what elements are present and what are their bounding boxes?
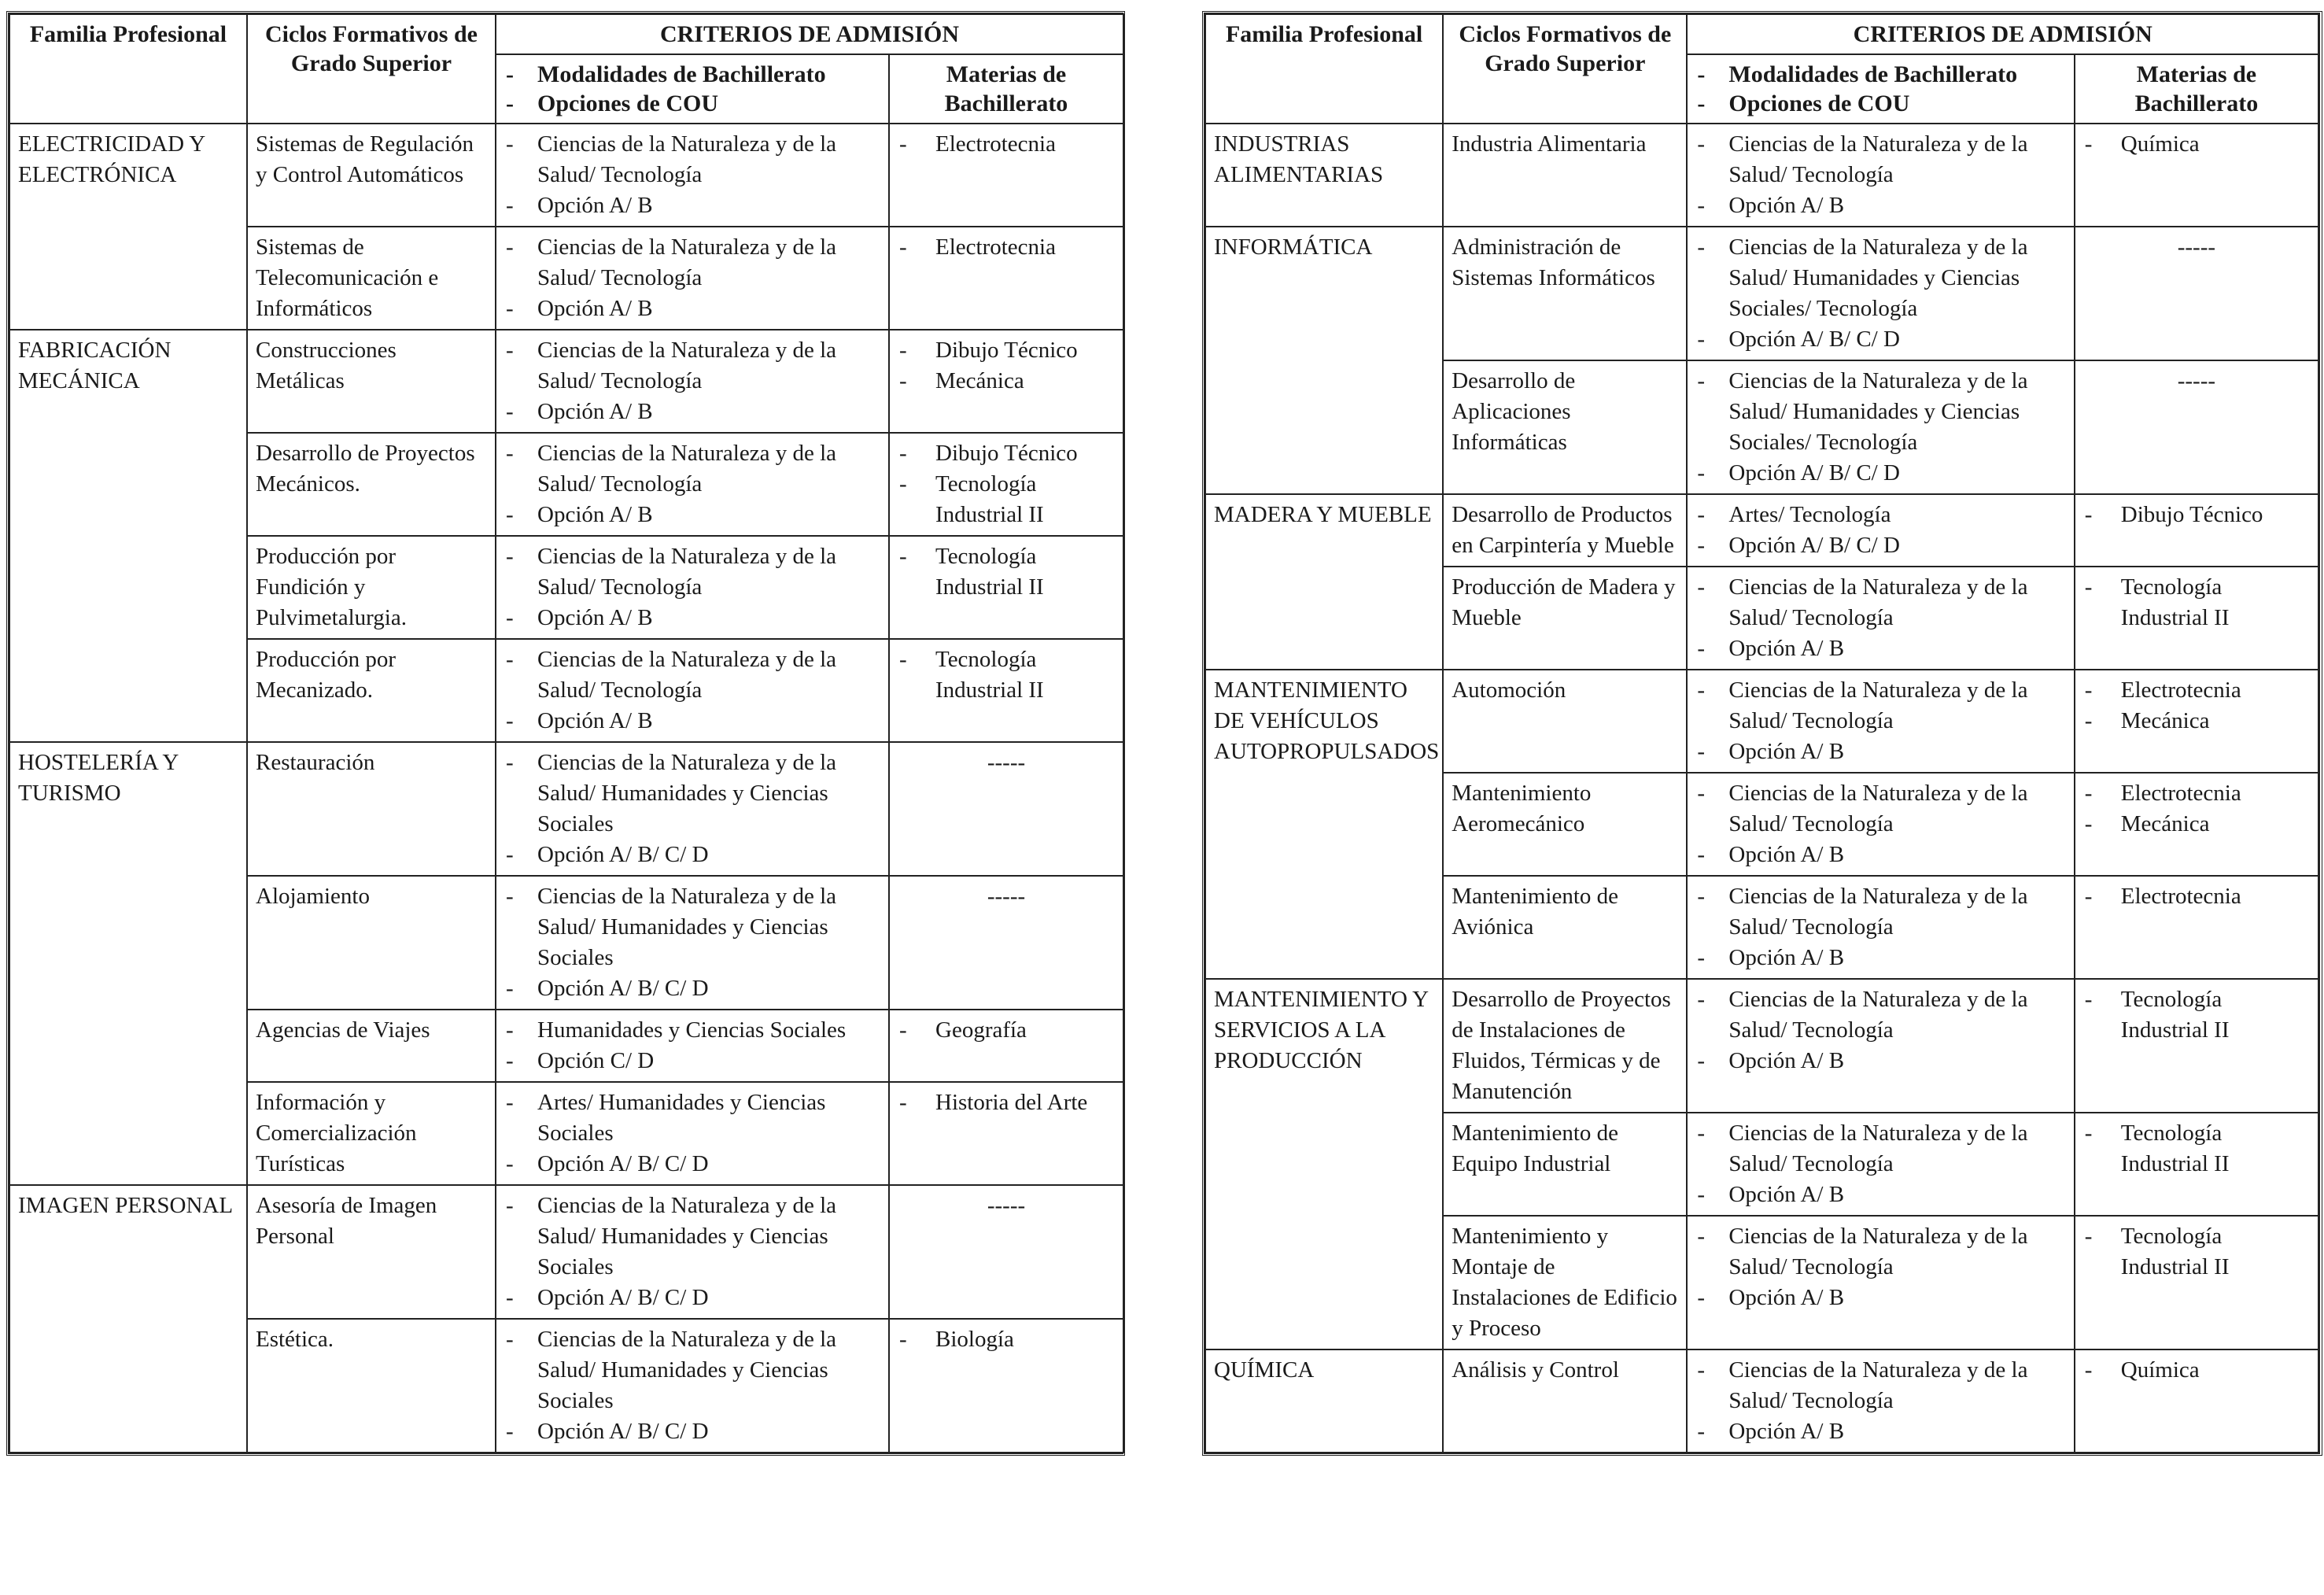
modalidades-cell bbox=[1687, 494, 2074, 567]
modalidad-item: - Opción A/ B bbox=[1695, 1283, 2065, 1313]
modalidad-item: - Opción A/ B bbox=[1695, 1046, 2065, 1076]
modalidades-cell bbox=[1687, 1216, 2074, 1349]
modalidades-cell bbox=[496, 1319, 889, 1453]
modalidades-cell bbox=[496, 124, 889, 227]
materia-item: - Mecánica bbox=[2083, 809, 2310, 840]
materias-cell bbox=[889, 639, 1123, 742]
materias-list bbox=[898, 335, 1115, 397]
materias-list bbox=[2083, 1221, 2310, 1283]
family-name: INFORMÁTICA bbox=[1205, 227, 1443, 494]
header-familia: Familia Profesional bbox=[9, 14, 247, 124]
header-materias: Materias de Bachillerato bbox=[889, 54, 1123, 124]
modalidades-header-item: - Modalidades de Bachillerato bbox=[1695, 60, 2065, 89]
family-name: INDUSTRIAS ALIMENTARIAS bbox=[1205, 124, 1443, 227]
cycle-name: Mantenimiento Aeromecánico bbox=[1443, 773, 1687, 876]
modalidades-cell bbox=[1687, 1349, 2074, 1453]
materias-cell bbox=[889, 1185, 1123, 1319]
modalidades-cell bbox=[496, 1010, 889, 1082]
cycle-name: Producción de Madera y Mueble bbox=[1443, 567, 1687, 670]
no-subject-dashes: ----- bbox=[2177, 368, 2216, 393]
materias-cell bbox=[889, 1082, 1123, 1185]
modalidades-cell bbox=[496, 536, 889, 639]
modalidades-list bbox=[1695, 1355, 2065, 1447]
materias-cell bbox=[2075, 124, 2318, 227]
modalidades-list bbox=[504, 881, 880, 1004]
modalidades-list bbox=[504, 541, 880, 633]
materia-item: - Mecánica bbox=[898, 366, 1115, 397]
modalidad-item: - Opción A/ B bbox=[1695, 190, 2065, 221]
materia-item: - Electrotecnia bbox=[2083, 778, 2310, 809]
materias-list bbox=[898, 129, 1115, 160]
modalidad-item: - Ciencias de la Naturaleza y de la Salud/ Tecnología bbox=[1695, 881, 2065, 943]
materias-cell bbox=[889, 330, 1123, 433]
modalidades-list bbox=[1695, 500, 2065, 561]
modalidad-item: - Opción A/ B bbox=[1695, 737, 2065, 767]
materia-item: - Dibujo Técnico bbox=[898, 438, 1115, 469]
materia-item: - Electrotecnia bbox=[898, 129, 1115, 160]
modalidad-item: - Artes/ Humanidades y Ciencias Sociales bbox=[504, 1087, 880, 1149]
modalidades-list bbox=[1695, 129, 2065, 221]
materias-list bbox=[898, 541, 1115, 603]
cycle-name: Análisis y Control bbox=[1443, 1349, 1687, 1453]
modalidad-item: - Opción A/ B/ C/ D bbox=[1695, 458, 2065, 489]
modalidades-list bbox=[504, 438, 880, 530]
family-name: QUÍMICA bbox=[1205, 1349, 1443, 1453]
modalidad-item: - Ciencias de la Naturaleza y de la Salud/ Tecnología bbox=[1695, 778, 2065, 840]
materia-item: - Electrotecnia bbox=[2083, 881, 2310, 912]
materia-item: - Mecánica bbox=[2083, 706, 2310, 737]
cycle-name: Mantenimiento de Aviónica bbox=[1443, 876, 1687, 979]
modalidades-cell bbox=[496, 1082, 889, 1185]
materias-cell bbox=[889, 433, 1123, 536]
materias-list bbox=[2083, 500, 2310, 530]
family-name: ELECTRICIDAD Y ELECTRÓNICA bbox=[9, 124, 247, 330]
cycle-name: Alojamiento bbox=[247, 876, 496, 1010]
materia-item: - Dibujo Técnico bbox=[898, 335, 1115, 366]
header-modalidades bbox=[1687, 54, 2074, 124]
materias-cell bbox=[889, 1010, 1123, 1082]
cycle-name: Estética. bbox=[247, 1319, 496, 1453]
family-name: MADERA Y MUEBLE bbox=[1205, 494, 1443, 670]
cycle-name: Desarrollo de Aplicaciones Informáticas bbox=[1443, 360, 1687, 494]
modalidades-list bbox=[1695, 1221, 2065, 1313]
modalidad-item: - Ciencias de la Naturaleza y de la Salud/ Humanidades y Ciencias Sociales/ Tecnología bbox=[1695, 366, 2065, 458]
table-row bbox=[1205, 227, 2318, 360]
modalidad-item: - Opción A/ B bbox=[1695, 840, 2065, 870]
modalidad-item: - Opción A/ B bbox=[1695, 633, 2065, 664]
modalidad-item: - Opción A/ B/ C/ D bbox=[1695, 530, 2065, 561]
modalidad-item: - Opción A/ B bbox=[1695, 1180, 2065, 1210]
header-row bbox=[9, 14, 1123, 54]
family-name: HOSTELERÍA Y TURISMO bbox=[9, 742, 247, 1185]
modalidades-list bbox=[504, 748, 880, 870]
materia-item: - Electrotecnia bbox=[898, 232, 1115, 263]
modalidad-item: - Ciencias de la Naturaleza y de la Salud/ Tecnología bbox=[1695, 984, 2065, 1046]
materia-item: - Tecnología Industrial II bbox=[2083, 984, 2310, 1046]
modalidades-list bbox=[1695, 778, 2065, 870]
materia-item: - Química bbox=[2083, 129, 2310, 160]
modalidad-item: - Ciencias de la Naturaleza y de la Salud/ Tecnología bbox=[1695, 1221, 2065, 1283]
family-name: IMAGEN PERSONAL bbox=[9, 1185, 247, 1453]
modalidad-item: - Ciencias de la Naturaleza y de la Salud/ Tecnología bbox=[1695, 675, 2065, 737]
cycle-name: Desarrollo de Productos en Carpintería y Mueble bbox=[1443, 494, 1687, 567]
materias-list bbox=[2083, 778, 2310, 840]
table-row bbox=[9, 330, 1123, 433]
cycle-name: Sistemas de Telecomunicación e Informáticos bbox=[247, 227, 496, 330]
table-row bbox=[9, 742, 1123, 876]
materia-item: - Tecnología Industrial II bbox=[2083, 572, 2310, 633]
materia-item: - Tecnología Industrial II bbox=[898, 469, 1115, 530]
modalidades-list bbox=[1695, 232, 2065, 355]
criteria-table bbox=[1204, 13, 2319, 1453]
modalidad-item: - Opción A/ B bbox=[1695, 1416, 2065, 1447]
modalidad-item: - Ciencias de la Naturaleza y de la Salud/ Tecnología bbox=[1695, 129, 2065, 190]
materia-item: - Química bbox=[2083, 1355, 2310, 1386]
cycle-name: Producción por Mecanizado. bbox=[247, 639, 496, 742]
modalidades-list bbox=[504, 644, 880, 737]
materia-item: - Biología bbox=[898, 1324, 1115, 1355]
header-criterios: CRITERIOS DE ADMISIÓN bbox=[496, 14, 1123, 54]
cycle-name: Información y Comercialización Turísticas bbox=[247, 1082, 496, 1185]
modalidades-cell bbox=[496, 639, 889, 742]
modalidades-list bbox=[504, 1191, 880, 1313]
modalidad-item: - Ciencias de la Naturaleza y de la Salud/ Tecnología bbox=[1695, 1355, 2065, 1416]
materias-cell bbox=[889, 227, 1123, 330]
cycle-name: Industria Alimentaria bbox=[1443, 124, 1687, 227]
materia-item: - Tecnología Industrial II bbox=[898, 644, 1115, 706]
materias-list bbox=[898, 438, 1115, 530]
modalidades-list bbox=[504, 335, 880, 427]
materias-list bbox=[2083, 129, 2310, 160]
table-row bbox=[1205, 670, 2318, 773]
materias-list bbox=[2083, 881, 2310, 912]
modalidades-header-list bbox=[1695, 60, 2065, 118]
cycle-name: Desarrollo de Proyectos de Instalaciones de Fluidos, Térmicas y de Manutención bbox=[1443, 979, 1687, 1113]
modalidad-item: - Ciencias de la Naturaleza y de la Salud/ Tecnología bbox=[1695, 572, 2065, 633]
modalidades-cell bbox=[496, 227, 889, 330]
materia-item: - Geografía bbox=[898, 1015, 1115, 1046]
modalidades-list bbox=[504, 1087, 880, 1180]
modalidad-item: - Opción A/ B/ C/ D bbox=[504, 973, 880, 1004]
family-name: MANTENIMIENTO Y SERVICIOS A LA PRODUCCIÓN bbox=[1205, 979, 1443, 1349]
cycle-name: Restauración bbox=[247, 742, 496, 876]
table-row bbox=[9, 124, 1123, 227]
modalidades-cell bbox=[1687, 876, 2074, 979]
table-row bbox=[1205, 124, 2318, 227]
materias-list bbox=[2083, 675, 2310, 737]
materias-list bbox=[2083, 1355, 2310, 1386]
cycle-name: Automoción bbox=[1443, 670, 1687, 773]
modalidad-item: - Humanidades y Ciencias Sociales bbox=[504, 1015, 880, 1046]
materias-cell bbox=[2075, 360, 2318, 494]
modalidades-header-item: - Opciones de COU bbox=[1695, 89, 2065, 118]
header-modalidades bbox=[496, 54, 889, 124]
modalidades-cell bbox=[496, 876, 889, 1010]
materias-cell bbox=[2075, 670, 2318, 773]
modalidades-cell bbox=[1687, 567, 2074, 670]
materias-cell bbox=[889, 742, 1123, 876]
materias-cell bbox=[889, 124, 1123, 227]
no-subject-dashes: ----- bbox=[987, 884, 1026, 909]
no-subject-dashes: ----- bbox=[2177, 234, 2216, 260]
modalidad-item: - Opción A/ B bbox=[504, 294, 880, 324]
materias-list bbox=[2083, 572, 2310, 633]
materia-item: - Tecnología Industrial II bbox=[898, 541, 1115, 603]
materias-cell bbox=[2075, 979, 2318, 1113]
table-row bbox=[1205, 979, 2318, 1113]
modalidades-cell bbox=[496, 742, 889, 876]
table-row bbox=[9, 1185, 1123, 1319]
modalidad-item: - Opción A/ B/ C/ D bbox=[1695, 324, 2065, 355]
materias-cell bbox=[889, 876, 1123, 1010]
modalidades-cell bbox=[1687, 227, 2074, 360]
no-subject-dashes: ----- bbox=[987, 1193, 1026, 1218]
modalidad-item: - Opción A/ B bbox=[504, 603, 880, 633]
modalidad-item: - Ciencias de la Naturaleza y de la Salud/ Tecnología bbox=[504, 438, 880, 500]
modalidades-list bbox=[1695, 675, 2065, 767]
family-name: MANTENIMIENTO DE VEHÍCULOS AUTOPROPULSADOS bbox=[1205, 670, 1443, 979]
materias-cell bbox=[2075, 1349, 2318, 1453]
table-row bbox=[1205, 494, 2318, 567]
cycle-name: Desarrollo de Proyectos Mecánicos. bbox=[247, 433, 496, 536]
modalidades-list bbox=[1695, 984, 2065, 1076]
header-materias: Materias de Bachillerato bbox=[2075, 54, 2318, 124]
modalidad-item: - Opción A/ B/ C/ D bbox=[504, 1283, 880, 1313]
modalidad-item: - Ciencias de la Naturaleza y de la Salud/ Humanidades y Ciencias Sociales bbox=[504, 748, 880, 840]
header-ciclos: Ciclos Formativos de Grado Superior bbox=[1443, 14, 1687, 124]
family-name: FABRICACIÓN MECÁNICA bbox=[9, 330, 247, 742]
modalidades-list bbox=[504, 1015, 880, 1076]
materia-item: - Historia del Arte bbox=[898, 1087, 1115, 1118]
materia-item: - Tecnología Industrial II bbox=[2083, 1221, 2310, 1283]
header-familia: Familia Profesional bbox=[1205, 14, 1443, 124]
cycle-name: Administración de Sistemas Informáticos bbox=[1443, 227, 1687, 360]
modalidades-cell bbox=[496, 1185, 889, 1319]
materia-item: - Tecnología Industrial II bbox=[2083, 1118, 2310, 1180]
modalidad-item: - Ciencias de la Naturaleza y de la Salud/ Tecnología bbox=[504, 129, 880, 190]
materias-cell bbox=[2075, 876, 2318, 979]
materias-cell bbox=[2075, 494, 2318, 567]
modalidades-cell bbox=[1687, 1113, 2074, 1216]
modalidades-list bbox=[504, 1324, 880, 1447]
modalidades-list bbox=[1695, 366, 2065, 489]
materias-list bbox=[898, 1087, 1115, 1118]
modalidad-item: - Ciencias de la Naturaleza y de la Salud/ Tecnología bbox=[504, 232, 880, 294]
materia-item: - Dibujo Técnico bbox=[2083, 500, 2310, 530]
modalidad-item: - Ciencias de la Naturaleza y de la Salud/ Humanidades y Ciencias Sociales bbox=[504, 1324, 880, 1416]
modalidades-list bbox=[1695, 881, 2065, 973]
modalidades-header-list bbox=[504, 60, 880, 118]
modalidades-list bbox=[1695, 1118, 2065, 1210]
right-admission-table bbox=[1202, 11, 2322, 1456]
modalidad-item: - Opción A/ B/ C/ D bbox=[504, 1416, 880, 1447]
materias-cell bbox=[2075, 1113, 2318, 1216]
header-ciclos: Ciclos Formativos de Grado Superior bbox=[247, 14, 496, 124]
modalidades-list bbox=[504, 129, 880, 221]
left-admission-table bbox=[6, 11, 1125, 1456]
modalidades-cell bbox=[1687, 979, 2074, 1113]
header-row bbox=[1205, 14, 2318, 54]
modalidades-list bbox=[504, 232, 880, 324]
cycle-name: Mantenimiento y Montaje de Instalaciones de Edificio y Proceso bbox=[1443, 1216, 1687, 1349]
materias-cell bbox=[2075, 227, 2318, 360]
modalidad-item: - Ciencias de la Naturaleza y de la Salud/ Humanidades y Ciencias Sociales bbox=[504, 881, 880, 973]
modalidades-cell bbox=[1687, 773, 2074, 876]
modalidad-item: - Opción A/ B bbox=[1695, 943, 2065, 973]
cycle-name: Agencias de Viajes bbox=[247, 1010, 496, 1082]
criteria-table bbox=[9, 13, 1124, 1453]
materias-list bbox=[898, 232, 1115, 263]
modalidades-list bbox=[1695, 572, 2065, 664]
header-criterios: CRITERIOS DE ADMISIÓN bbox=[1687, 14, 2318, 54]
modalidad-item: - Opción A/ B bbox=[504, 397, 880, 427]
modalidad-item: - Ciencias de la Naturaleza y de la Salud/ Tecnología bbox=[504, 335, 880, 397]
modalidades-cell bbox=[496, 433, 889, 536]
table-row bbox=[1205, 1349, 2318, 1453]
cycle-name: Asesoría de Imagen Personal bbox=[247, 1185, 496, 1319]
materias-list bbox=[898, 1324, 1115, 1355]
modalidad-item: - Ciencias de la Naturaleza y de la Salud/ Tecnología bbox=[504, 644, 880, 706]
materia-item: - Electrotecnia bbox=[2083, 675, 2310, 706]
modalidad-item: - Ciencias de la Naturaleza y de la Salud/ Tecnología bbox=[1695, 1118, 2065, 1180]
modalidades-cell bbox=[1687, 360, 2074, 494]
modalidad-item: - Opción C/ D bbox=[504, 1046, 880, 1076]
materias-cell bbox=[889, 536, 1123, 639]
modalidad-item: - Opción A/ B bbox=[504, 190, 880, 221]
cycle-name: Construcciones Metálicas bbox=[247, 330, 496, 433]
materias-cell bbox=[2075, 567, 2318, 670]
modalidad-item: - Opción A/ B bbox=[504, 706, 880, 737]
materias-cell bbox=[889, 1319, 1123, 1453]
modalidades-header-item: - Opciones de COU bbox=[504, 89, 880, 118]
modalidad-item: - Ciencias de la Naturaleza y de la Salud/ Tecnología bbox=[504, 541, 880, 603]
materias-list bbox=[898, 1015, 1115, 1046]
modalidad-item: - Opción A/ B bbox=[504, 500, 880, 530]
modalidad-item: - Artes/ Tecnología bbox=[1695, 500, 2065, 530]
materias-list bbox=[898, 644, 1115, 706]
modalidades-cell bbox=[496, 330, 889, 433]
materias-cell bbox=[2075, 773, 2318, 876]
cycle-name: Producción por Fundición y Pulvimetalurgia. bbox=[247, 536, 496, 639]
materias-list bbox=[2083, 1118, 2310, 1180]
materias-cell bbox=[2075, 1216, 2318, 1349]
modalidades-cell bbox=[1687, 124, 2074, 227]
modalidad-item: - Ciencias de la Naturaleza y de la Salud/ Humanidades y Ciencias Sociales/ Tecnología bbox=[1695, 232, 2065, 324]
modalidad-item: - Opción A/ B/ C/ D bbox=[504, 1149, 880, 1180]
modalidades-header-item: - Modalidades de Bachillerato bbox=[504, 60, 880, 89]
no-subject-dashes: ----- bbox=[987, 750, 1026, 775]
cycle-name: Sistemas de Regulación y Control Automáticos bbox=[247, 124, 496, 227]
modalidad-item: - Opción A/ B/ C/ D bbox=[504, 840, 880, 870]
materias-list bbox=[2083, 984, 2310, 1046]
cycle-name: Mantenimiento de Equipo Industrial bbox=[1443, 1113, 1687, 1216]
modalidad-item: - Ciencias de la Naturaleza y de la Salud/ Humanidades y Ciencias Sociales bbox=[504, 1191, 880, 1283]
modalidades-cell bbox=[1687, 670, 2074, 773]
